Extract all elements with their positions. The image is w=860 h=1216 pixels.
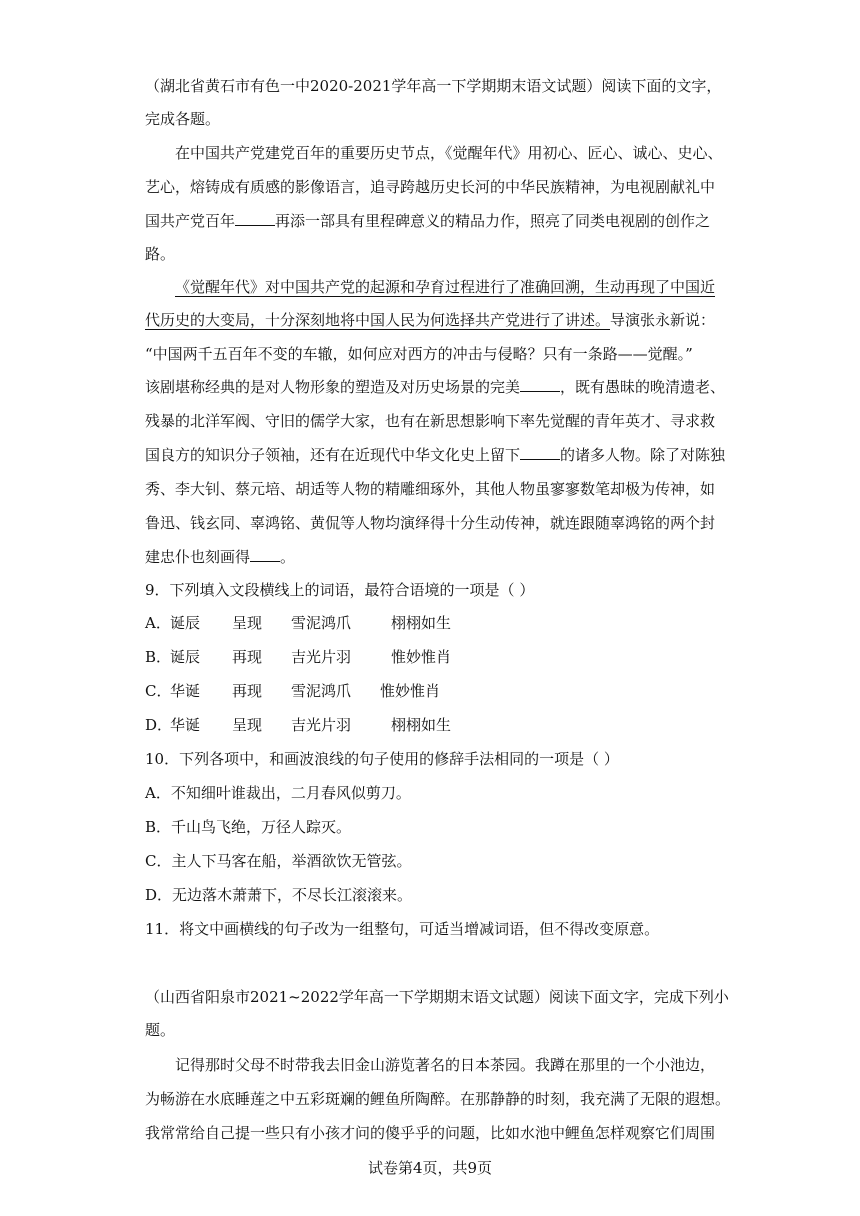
option-word-4: 惟妙惟肖 (380, 682, 441, 700)
passage-text: 国共产党百年 (145, 212, 236, 230)
option-word-3: 吉光片羽 (291, 648, 352, 666)
question-10-option-d: D．无边落木萧萧下，不尽长江滚滚来。 (145, 886, 413, 904)
option-word-1: 诞辰 (170, 614, 201, 632)
passage-1-line (145, 310, 715, 330)
passage-1-line: 鲁迅、钱玄同、辜鸿铭、黄侃等人物均演绎得十分生动传神，就连跟随辜鸿铭的两个封 (145, 514, 716, 532)
option-word-4: 惟妙惟肖 (391, 648, 452, 666)
option-word-3: 雪泥鸿爪 (291, 614, 352, 632)
question-10-stem: 10．下列各项中，和画波浪线的句子使用的修辞手法相同的一项是（ ） (145, 750, 619, 768)
option-letter: C． (145, 682, 172, 700)
option-word-2: 再现 (232, 648, 263, 666)
passage-text: 该剧堪称经典的是对人物形象的塑造及对历史场景的完美 (145, 378, 521, 396)
question-9-stem: 9．下列填入文段横线上的词语，最符合语境的一项是（ ） (145, 581, 535, 599)
option-letter: D． (145, 716, 173, 734)
option-word-4: 栩栩如生 (391, 716, 452, 734)
underlined-sentence-part-1: 《觉醒年代》对中国共产党的起源和孕育过程进行了准确回溯，生动再现了中国近 (175, 278, 716, 296)
passage-2-line: 我常常给自己提一些只有小孩才问的傻乎乎的问题，比如水池中鲤鱼怎样观察它们周围 (145, 1124, 716, 1142)
passage-1-quote-line: “中国两千五百年不变的车辙，如何应对西方的冲击与侵略？只有一条路——觉醒。” (145, 345, 693, 363)
passage-text: 再添一部具有里程碑意义的精品力作，照亮了同类电视剧的创作之 (275, 212, 711, 230)
underlined-sentence-part-2: 代历史的大变局，十分深刻地将中国人民为何选择共产党进行了讲述。 (145, 311, 611, 329)
passage-2-line: 为畅游在水底睡莲之中五彩斑斓的鲤鱼所陶醉。在那静静的时刻，我充满了无限的遐想。 (145, 1090, 731, 1108)
question-10-option-b: B．千山鸟飞绝，万径人踪灭。 (145, 818, 352, 836)
passage-text: ，既有愚昧的晚清遗老、 (560, 378, 726, 396)
passage-1-line (145, 547, 715, 567)
passage-1-line: 残暴的北洋军阀、守旧的儒学大家，也有在新思想影响下率先觉醒的青年英才、寻求救 (145, 412, 716, 430)
option-word-1: 诞辰 (170, 648, 201, 666)
section-2-intro-line-1: （山西省阳泉市2021~2022学年高一下学期期末语文试题）阅读下面文字，完成下列小 (145, 988, 729, 1006)
passage-1-line (145, 445, 726, 465)
option-word-2: 呈现 (232, 614, 263, 632)
option-word-4: 栩栩如生 (391, 614, 452, 632)
section-2-intro-line-2: 题。 (145, 1021, 176, 1039)
passage-text: 的诸多人物。除了对陈独 (560, 446, 726, 464)
passage-1-line: 在中国共产党建党百年的重要历史节点，《觉醒年代》用初心、匠心、诚心、史心、 (175, 144, 723, 162)
question-10-option-a: A．不知细叶谁裁出，二月春风似剪刀。 (145, 784, 411, 802)
option-word-1: 华诞 (170, 716, 201, 734)
option-letter: A． (145, 614, 171, 632)
passage-1-line (145, 377, 726, 397)
question-11-stem: 11．将文中画横线的句子改为一组整句，可适当增减词语，但不得改变原意。 (145, 920, 660, 938)
option-letter: B． (145, 648, 172, 666)
fill-blank-4 (250, 547, 280, 562)
section-1-intro-line-1: （湖北省黄石市有色一中2020-2021学年高一下学期期末语文试题）阅读下面的文字， (145, 77, 722, 95)
passage-1-line: 路。 (145, 245, 176, 263)
passage-text: 导演张永新说： (610, 311, 716, 329)
option-word-2: 呈现 (232, 716, 263, 734)
fill-blank-2 (520, 377, 560, 392)
passage-1-line: 秀、李大钊、蔡元培、胡适等人物的精雕细琢外，其他人物虽寥寥数笔却极为传神，如 (145, 480, 716, 498)
section-1-intro-line-2: 完成各题。 (145, 110, 221, 128)
passage-text: 。 (280, 548, 296, 566)
page-number-footer: 试卷第4页，共9页 (367, 1159, 493, 1177)
fill-blank-3 (520, 445, 560, 460)
passage-text: 建忠仆也刻画得 (145, 548, 251, 566)
question-10-option-c: C．主人下马客在船，举酒欲饮无管弦。 (145, 852, 412, 870)
passage-1-line (145, 211, 715, 231)
fill-blank-1 (235, 211, 275, 226)
option-word-3: 吉光片羽 (291, 716, 352, 734)
passage-2-line: 记得那时父母不时带我去旧金山游览著名的日本茶园。我蹲在那里的一个小池边， (175, 1056, 716, 1074)
option-word-1: 华诞 (170, 682, 201, 700)
option-word-3: 雪泥鸿爪 (291, 682, 352, 700)
passage-1-line: 艺心，熔铸成有质感的影像语言，追寻跨越历史长河的中华民族精神，为电视剧献礼中 (145, 178, 716, 196)
option-word-2: 再现 (232, 682, 263, 700)
passage-text: 国良方的知识分子领袖，还有在近现代中华文化史上留下 (145, 446, 521, 464)
